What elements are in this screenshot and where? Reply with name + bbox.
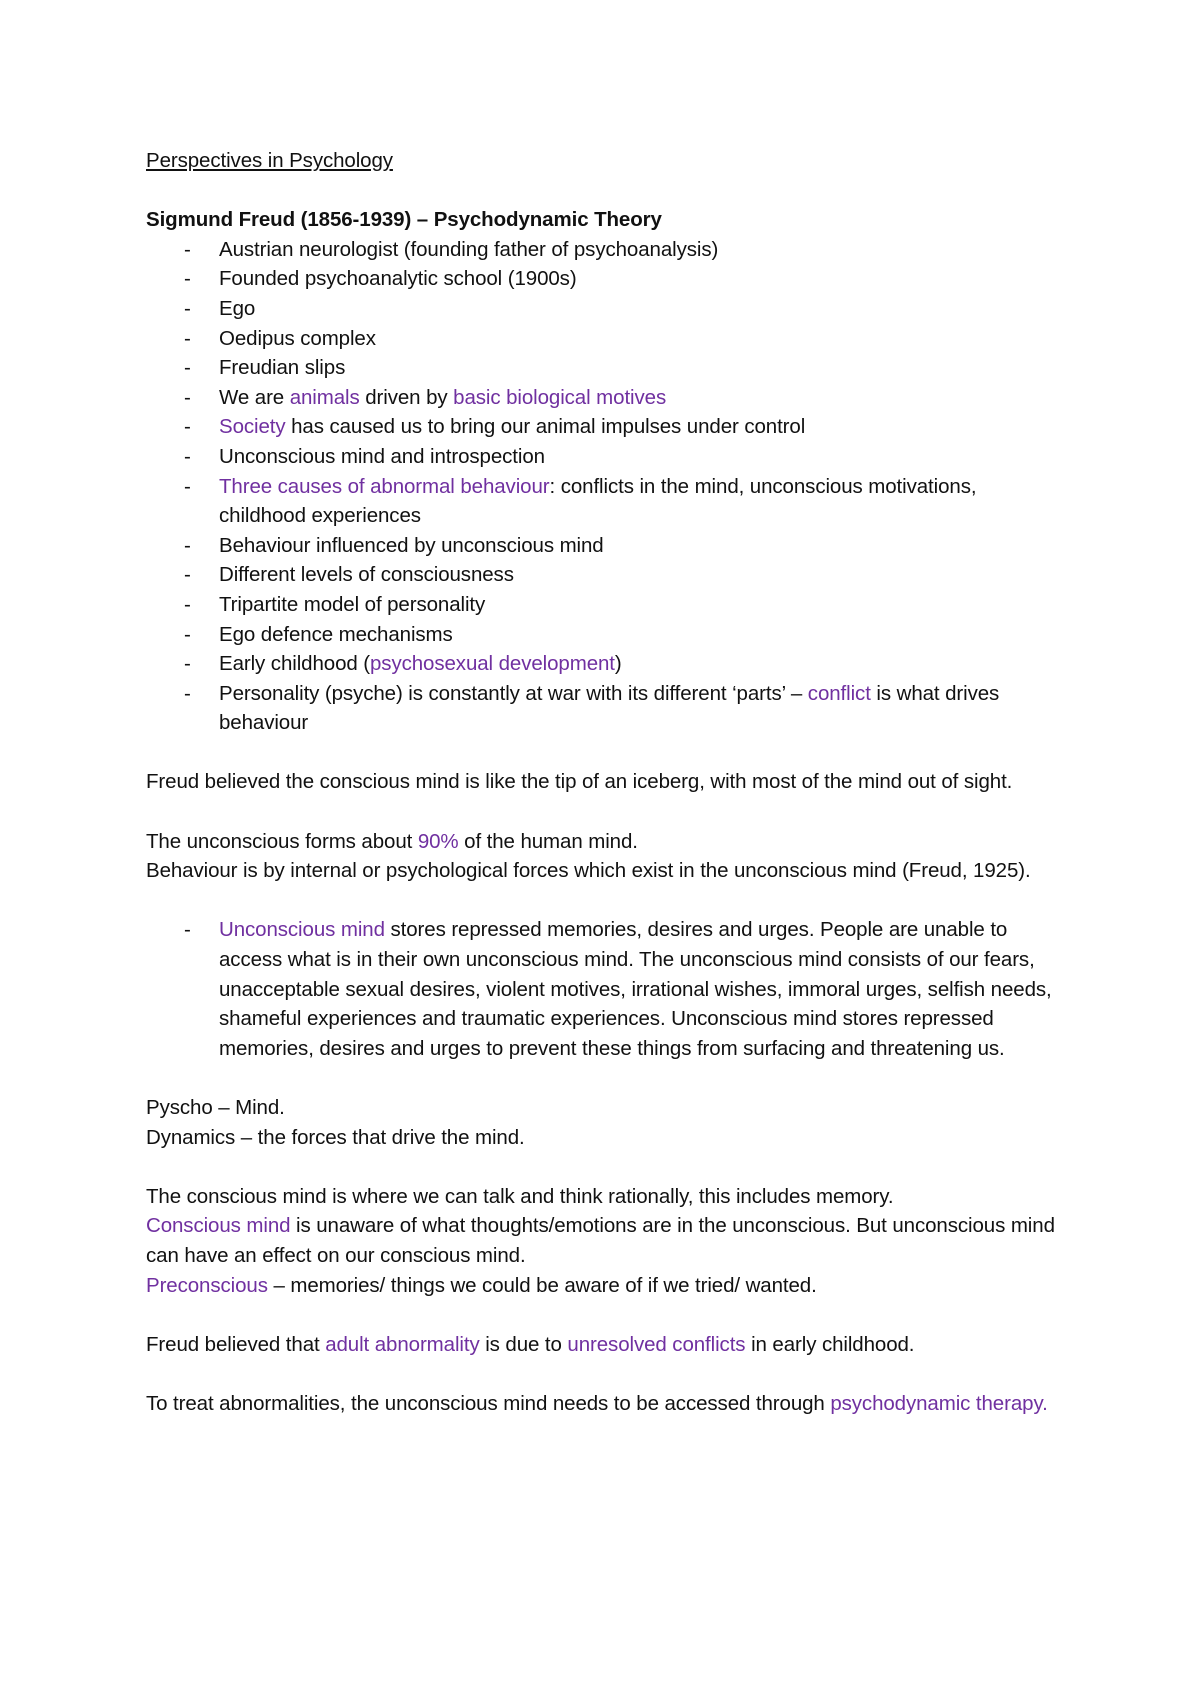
preconscious-line: Preconscious – memories/ things we could be aware of if we tried/ wanted. — [146, 1273, 817, 1297]
conscious-mind-line: Conscious mind is unaware of what thoughts/emotions are in the unconscious. But unconscious mind can have an effect on our conscious mind. — [146, 1214, 1055, 1267]
dash-marker: - — [184, 533, 191, 557]
unconscious-mind-term: Unconscious mind — [219, 918, 385, 942]
dash-marker: - — [184, 474, 191, 498]
freud-bullet-list — [146, 235, 1066, 738]
preconscious-term: Preconscious — [146, 1273, 268, 1297]
list-item: - Freudian slips — [146, 353, 1066, 383]
dash-marker: - — [184, 356, 191, 380]
percent-highlight: 90% — [417, 829, 459, 853]
page-title: Perspectives in Psychology — [146, 149, 393, 172]
dash-marker: - — [184, 444, 191, 468]
psychodynamic-therapy-term: psychodynamic therapy. — [830, 1391, 1048, 1415]
dash-marker: - — [184, 415, 191, 439]
list-item: - Unconscious mind and introspection — [146, 442, 1066, 472]
dash-marker: - — [184, 652, 191, 676]
list-item: - Personality (psyche) is constantly at war with its different ‘parts’ – conflict is what drives behaviour — [146, 679, 1066, 738]
behaviour-line: Behaviour is by internal or psychological forces which exist in the unconscious mind (Freud, 1925). — [146, 859, 1031, 883]
list-item: - We are animals driven by basic biological motives — [146, 383, 1066, 413]
conscious-line: The conscious mind is where we can talk and think rationally, this includes memory. — [146, 1184, 894, 1208]
dash-marker: - — [184, 385, 191, 409]
list-item: - Tripartite model of personality — [146, 590, 1066, 620]
dash-marker: - — [184, 622, 191, 646]
highlighted-term: conflict — [807, 681, 871, 705]
dash-marker: - — [184, 267, 191, 291]
abnormality-line: Freud believed that adult abnormality is due to unresolved conflicts in early childhood. — [146, 1332, 915, 1356]
dynamics-definition: Dynamics – the forces that drive the mind. — [146, 1125, 525, 1149]
dash-marker: - — [184, 563, 191, 587]
unresolved-conflicts-term: unresolved conflicts — [567, 1332, 746, 1356]
unconscious-forms-line: The unconscious forms about 90% of the human mind. — [146, 829, 638, 853]
dash-marker: - — [184, 296, 191, 320]
dash-marker: - — [184, 237, 191, 261]
list-item: - Behaviour influenced by unconscious mind — [146, 531, 1066, 561]
dash-marker: - — [184, 326, 191, 350]
iceberg-paragraph: Freud believed the conscious mind is like the tip of an iceberg, with most of the mind out of sight. — [146, 770, 1013, 794]
list-item: - Three causes of abnormal behaviour: conflicts in the mind, unconscious motivations, childhood experiences — [146, 472, 1066, 531]
section-heading: Sigmund Freud (1856-1939) – Psychodynamic Theory — [146, 208, 662, 232]
dash-marker: - — [184, 681, 191, 705]
list-item: - Early childhood (psychosexual development) — [146, 649, 1066, 679]
highlighted-term: psychosexual development — [370, 652, 615, 676]
document-body — [146, 146, 1066, 1419]
list-item: - Society has caused us to bring our animal impulses under control — [146, 412, 1066, 442]
highlighted-term: Society — [219, 415, 286, 439]
list-item: - Different levels of consciousness — [146, 560, 1066, 590]
unconscious-bullet-list — [146, 915, 1066, 1063]
highlighted-term: Three causes of abnormal behaviour — [219, 474, 550, 498]
list-item: - Ego defence mechanisms — [146, 620, 1066, 650]
list-item: - Ego — [146, 294, 1066, 324]
highlighted-term: animals — [289, 385, 360, 409]
conscious-mind-term: Conscious mind — [146, 1214, 291, 1238]
dash-marker: - — [184, 592, 191, 616]
adult-abnormality-term: adult abnormality — [325, 1332, 480, 1356]
treatment-line: To treat abnormalities, the unconscious mind needs to be accessed through psychodynamic therapy. — [146, 1391, 1048, 1415]
highlighted-term: basic biological motives — [453, 385, 667, 409]
list-item: - Oedipus complex — [146, 324, 1066, 354]
list-item: - Austrian neurologist (founding father of psychoanalysis) — [146, 235, 1066, 265]
list-item: - Founded psychoanalytic school (1900s) — [146, 264, 1066, 294]
list-item: - Unconscious mind stores repressed memories, desires and urges. People are unable to access what is in their own unconscious mind. The unconscious mind consists of our fears, unacceptable sexual desires, violent motives, irrational wishes, immoral urges, selfish needs, shameful experiences and traumatic experiences. Unconscious mind stores repressed memories, desires and urges to prevent these things from surfacing and threatening us. — [184, 918, 1052, 1060]
pyscho-definition: Pyscho – Mind. — [146, 1096, 285, 1119]
